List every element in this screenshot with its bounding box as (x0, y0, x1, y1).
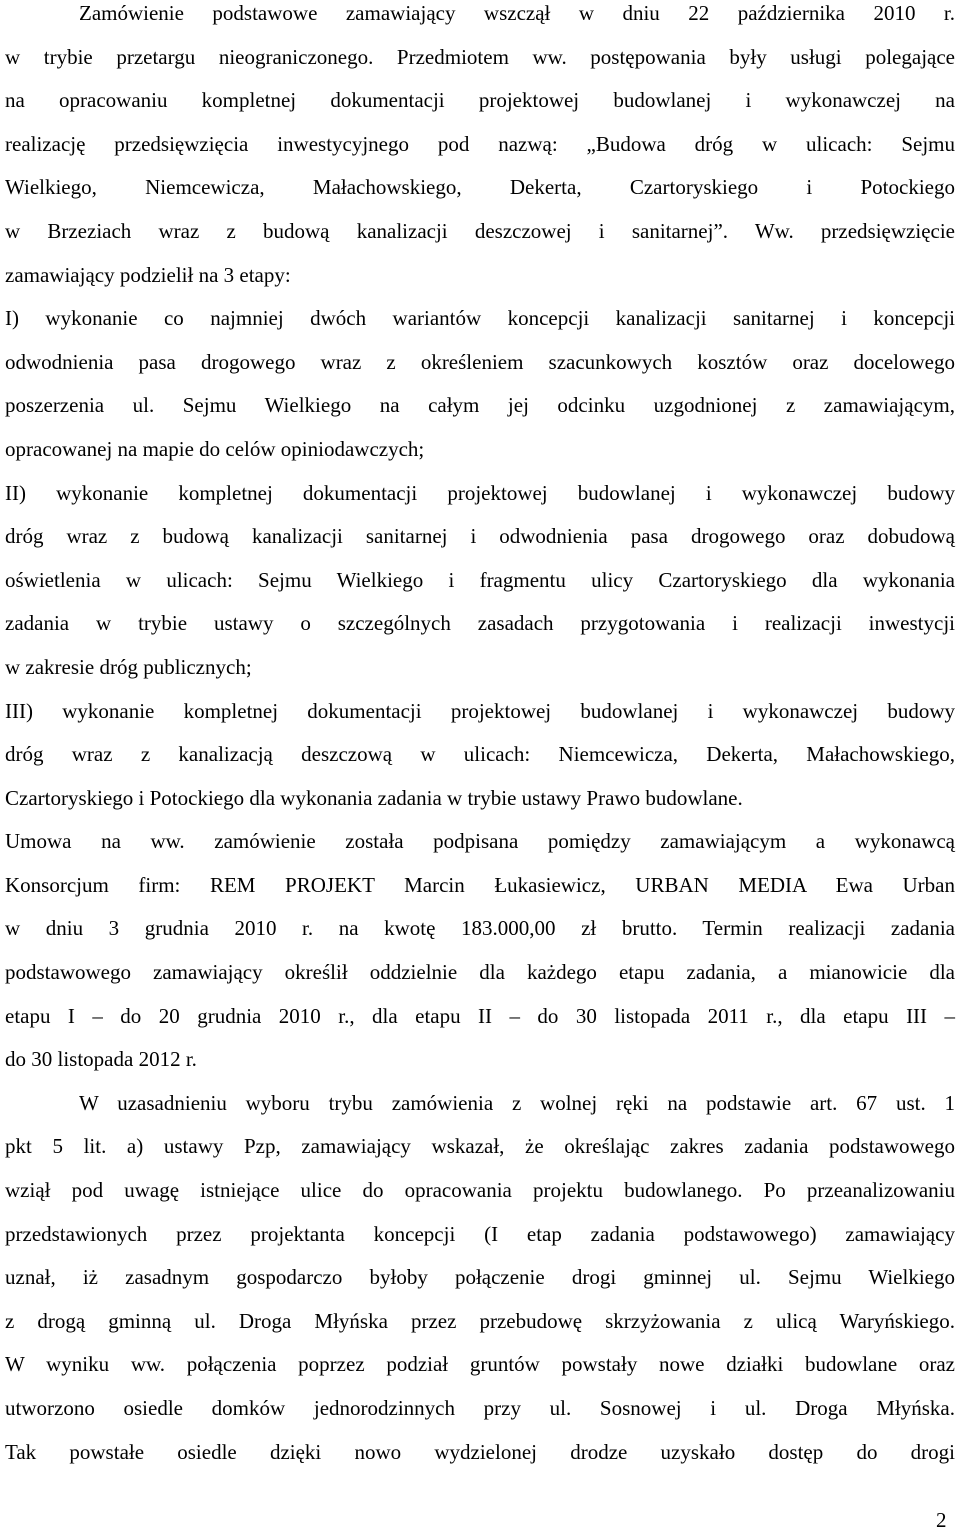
text-line: Wielkiego, Niemcewicza, Małachowskiego, Dekerta, Czartoryskiego i Potockiego (5, 175, 955, 200)
paragraph-uzasadnienie (5, 1082, 955, 1474)
text-line: realizację przedsięwzięcia inwestycyjnego pod nazwą: „Budowa dróg w ulicach: Sejmu (5, 131, 955, 156)
text-line: Umowa na ww. zamówienie została podpisana pomiędzy zamawiającym a wykonawcą (5, 829, 955, 854)
text-line: Zamówienie podstawowe zamawiający wszczął w dniu 22 października 2010 r. (79, 1, 955, 25)
text-line: dróg wraz z budową kanalizacji sanitarnej i odwodnienia pasa drogowego oraz dobudową (5, 524, 955, 549)
text-line: zadania w trybie ustawy o szczególnych zasadach przygotowania i realizacji inwestycji (5, 611, 955, 636)
paragraph-umowa (5, 820, 955, 1082)
text-line: z drogą gminną ul. Droga Młyńska przez przebudowę skrzyżowania z ulicą Waryńskiego. (5, 1308, 955, 1333)
text-line: zamawiający podzielił na 3 etapy: (5, 262, 291, 287)
text-line: W wyniku ww. połączenia poprzez podział gruntów powstały nowe działki budowlane oraz (5, 1352, 955, 1377)
paragraph-etap-1 (5, 297, 955, 471)
text-line: oświetlenia w ulicach: Sejmu Wielkiego i fragmentu ulicy Czartoryskiego dla wykonania (5, 567, 955, 592)
text-line: Konsorcjum firm: REM PROJEKT Marcin Łukasiewicz, URBAN MEDIA Ewa Urban (5, 872, 955, 897)
document-page (5, 0, 955, 1474)
text-line: III) wykonanie kompletnej dokumentacji projektowej budowlanej i wykonawczej budowy (5, 698, 955, 723)
text-line: opracowanej na mapie do celów opiniodawczych; (5, 436, 425, 461)
text-line: w Brzeziach wraz z budową kanalizacji deszczowej i sanitarnej”. Ww. przedsięwzięcie (5, 218, 955, 243)
text-line: Czartoryskiego i Potockiego dla wykonania zadania w trybie ustawy Prawo budowlane. (5, 785, 743, 810)
paragraph-zamowienie-podstawowe (5, 0, 955, 297)
text-line: utworzono osiedle domków jednorodzinnych przy ul. Sosnowej i ul. Droga Młyńska. (5, 1396, 955, 1420)
text-line: dróg wraz z kanalizacją deszczową w ulicach: Niemcewicza, Dekerta, Małachowskiego, (5, 742, 955, 767)
paragraph-etap-2 (5, 472, 955, 690)
text-line: wziął pod uwagę istniejące ulice do opracowania projektu budowlanego. Po przeanalizowaniu (5, 1178, 955, 1203)
text-line: poszerzenia ul. Sejmu Wielkiego na całym jej odcinku uzgodnionej z zamawiającym, (5, 393, 955, 418)
text-line: w trybie przetargu nieograniczonego. Przedmiotem ww. postępowania były usługi polegające (5, 44, 955, 69)
text-line: podstawowego zamawiający określił oddzielnie dla każdego etapu zadania, a mianowicie dla (5, 960, 955, 985)
text-line: uznał, iż zasadnym gospodarczo byłoby połączenie drogi gminnej ul. Sejmu Wielkiego (5, 1265, 955, 1290)
text-line: odwodnienia pasa drogowego wraz z określeniem szacunkowych kosztów oraz docelowego (5, 349, 955, 374)
page-number: 2 (936, 1508, 947, 1532)
text-line: II) wykonanie kompletnej dokumentacji projektowej budowlanej i wykonawczej budowy (5, 480, 955, 505)
text-line: W uzasadnieniu wyboru trybu zamówienia z wolnej ręki na podstawie art. 67 ust. 1 (79, 1090, 955, 1115)
text-line: przedstawionych przez projektanta koncepcji (I etap zadania podstawowego) zamawiający (5, 1221, 955, 1246)
paragraph-etap-3 (5, 690, 955, 821)
text-line: I) wykonanie co najmniej dwóch wariantów koncepcji kanalizacji sanitarnej i koncepcji (5, 306, 955, 331)
text-line: do 30 listopada 2012 r. (5, 1047, 197, 1072)
text-line: Tak powstałe osiedle dzięki nowo wydzielonej drodze uzyskało dostęp do drogi (5, 1439, 955, 1464)
text-line: w dniu 3 grudnia 2010 r. na kwotę 183.000,00 zł brutto. Termin realizacji zadania (5, 916, 955, 941)
text-line: w zakresie dróg publicznych; (5, 654, 252, 679)
text-line: etapu I – do 20 grudnia 2010 r., dla etapu II – do 30 listopada 2011 r., dla etapu III – (5, 1003, 955, 1028)
text-line: na opracowaniu kompletnej dokumentacji projektowej budowlanej i wykonawczej na (5, 88, 955, 113)
text-line: pkt 5 lit. a) ustawy Pzp, zamawiający wskazał, że określając zakres zadania podstawowego (5, 1134, 955, 1159)
